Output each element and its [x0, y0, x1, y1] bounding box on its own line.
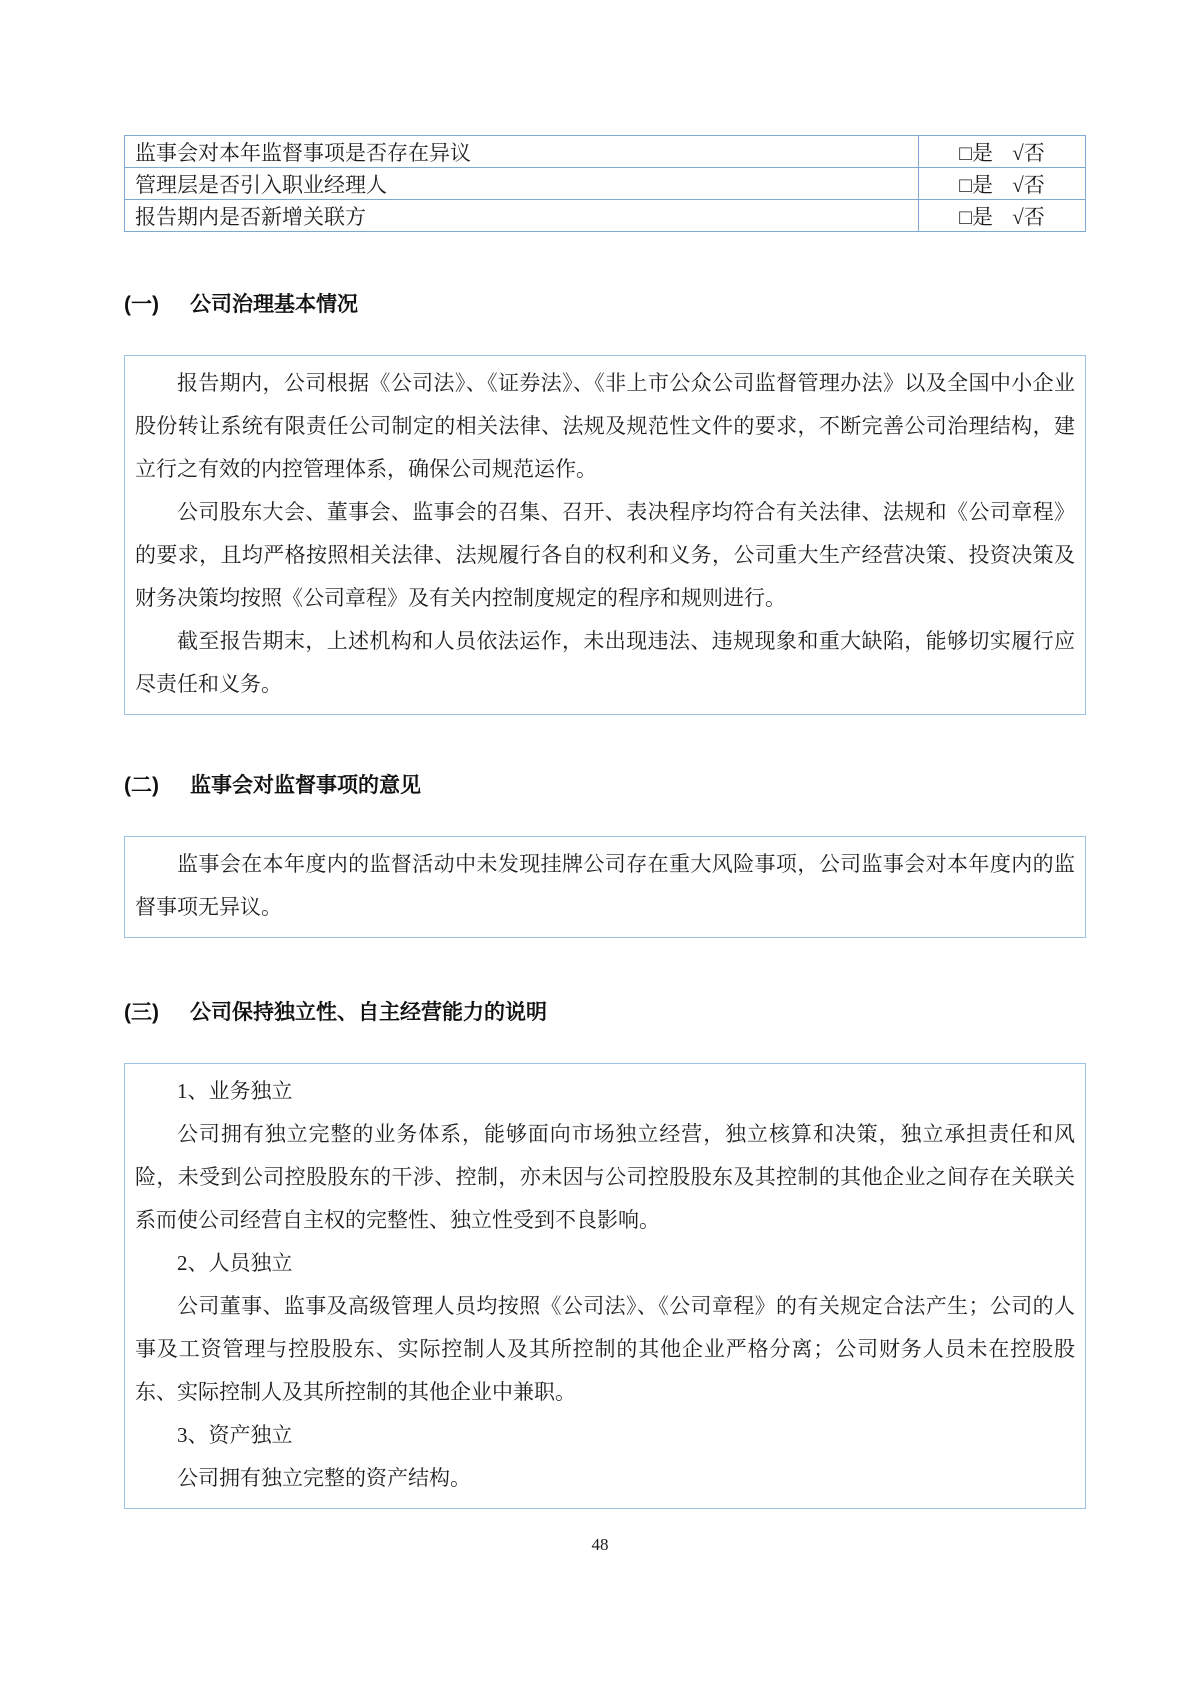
section-body-box-2: [124, 836, 1086, 938]
table-row: [125, 200, 1086, 232]
answer-cell: [919, 168, 1086, 200]
paragraph: 公司拥有独立完整的业务体系，能够面向市场独立经营，独立核算和决策，独立承担责任和风险，未受到公司控股股东的干涉、控制，亦未因与公司控股股东及其控制的其他企业之间存在关联关系而使公司经营自主权的完整性、独立性受到不良影响。: [135, 1122, 1075, 1232]
question-cell: 管理层是否引入职业经理人: [125, 168, 919, 200]
section-title: 公司保持独立性、自主经营能力的说明: [190, 1001, 547, 1024]
section-number: (一): [124, 293, 159, 316]
section-heading-3: [124, 996, 1086, 1026]
checkbox-yes: □是: [959, 172, 993, 197]
list-subtitle: 1、业务独立: [177, 1079, 293, 1103]
answer-cell: [919, 136, 1086, 168]
section-title: 公司治理基本情况: [190, 293, 358, 316]
page-number: 48: [591, 1535, 609, 1554]
question-cell: 监事会对本年监督事项是否存在异议: [125, 136, 919, 168]
list-subtitle: 3、资产独立: [177, 1423, 293, 1447]
section-title: 监事会对监督事项的意见: [190, 774, 421, 797]
section-body-box-1: [124, 355, 1086, 715]
paragraph: 监事会在本年度内的监督活动中未发现挂牌公司存在重大风险事项，公司监事会对本年度内的监督事项无异议。: [135, 852, 1075, 919]
checkbox-no: √否: [1012, 140, 1045, 165]
section-heading-2: [124, 769, 1086, 799]
table-row: [125, 168, 1086, 200]
checkbox-no: √否: [1012, 204, 1045, 229]
paragraph: 公司董事、监事及高级管理人员均按照《公司法》、《公司章程》的有关规定合法产生；公司的人事及工资管理与控股股东、实际控制人及其所控制的其他企业严格分离；公司财务人员未在控股股东、实际控制人及其所控制的其他企业中兼职。: [135, 1294, 1075, 1404]
section-number: (三): [124, 1001, 159, 1024]
section-body-box-3: [124, 1063, 1086, 1509]
checkbox-no: √否: [1012, 172, 1045, 197]
page-content: [124, 0, 1086, 1555]
checkbox-yes: □是: [959, 204, 993, 229]
paragraph: 公司股东大会、董事会、监事会的召集、召开、表决程序均符合有关法律、法规和《公司章程》的要求，且均严格按照相关法律、法规履行各自的权利和义务，公司重大生产经营决策、投资决策及财务决策均按照《公司章程》及有关内控制度规定的程序和规则进行。: [135, 500, 1075, 610]
answer-cell: [919, 200, 1086, 232]
paragraph: 公司拥有独立完整的资产结构。: [177, 1466, 471, 1490]
table-row: [125, 136, 1086, 168]
paragraph: 截至报告期末，上述机构和人员依法运作，未出现违法、违规现象和重大缺陷，能够切实履行应尽责任和义务。: [135, 629, 1075, 696]
governance-question-table: [124, 135, 1086, 232]
checkbox-yes: □是: [959, 140, 993, 165]
list-subtitle: 2、人员独立: [177, 1251, 293, 1275]
question-cell: 报告期内是否新增关联方: [125, 200, 919, 232]
section-number: (二): [124, 774, 159, 797]
section-heading-1: [124, 288, 1086, 318]
paragraph: 报告期内，公司根据《公司法》、《证券法》、《非上市公众公司监督管理办法》以及全国中小企业股份转让系统有限责任公司制定的相关法律、法规及规范性文件的要求，不断完善公司治理结构，建立行之有效的内控管理体系，确保公司规范运作。: [135, 371, 1075, 481]
